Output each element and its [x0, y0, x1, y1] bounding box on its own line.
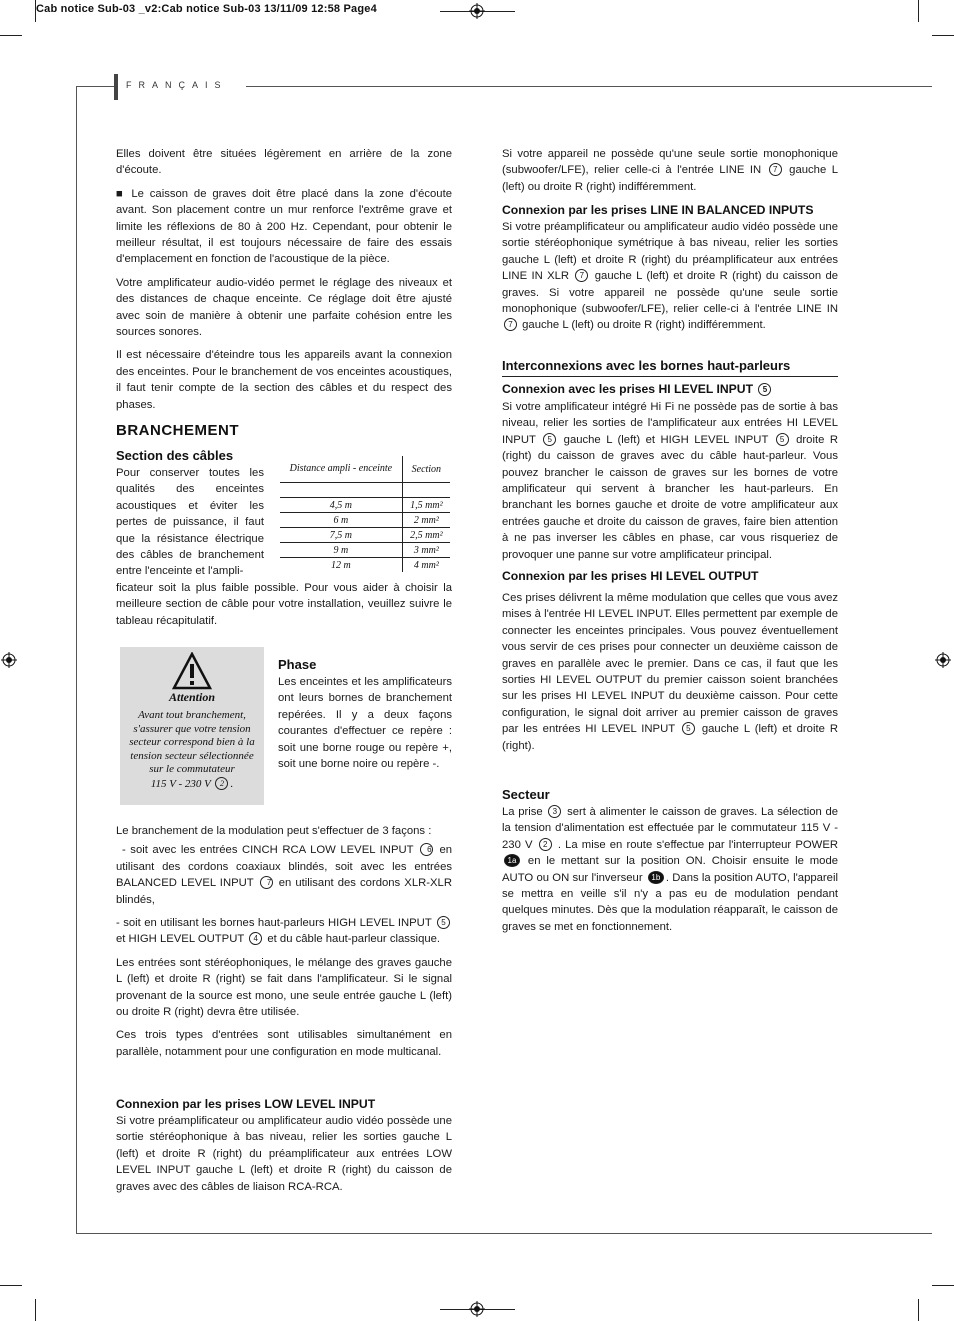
ref-number: 7 — [575, 269, 588, 282]
ref-number: 1b — [648, 871, 664, 884]
ref-number: 5 — [758, 383, 771, 396]
ref-number: 5 — [776, 433, 789, 446]
subsection-heading: Connexion par les prises LINE IN BALANCED INPUTS — [502, 203, 814, 217]
phase-text — [278, 674, 452, 779]
language-label: FRANÇAIS — [126, 80, 228, 90]
cable-text-continued — [116, 580, 452, 636]
hi-output-text — [502, 590, 838, 761]
cable-table — [280, 456, 452, 572]
text-run: La prise — [502, 806, 543, 818]
balanced-text — [502, 219, 838, 341]
ref-number: 6 — [420, 843, 433, 856]
text-run: et HIGH LEVEL OUTPUT — [116, 933, 245, 946]
left-column — [116, 146, 452, 420]
section-heading: Interconnexions avec les bornes haut-parleurs — [502, 358, 791, 373]
attention-title: Attention — [168, 690, 215, 704]
text-run: - soit en utilisant les bornes haut-parleurs HIGH LEVEL INPUT — [116, 917, 432, 930]
crop-mark — [35, 1299, 36, 1321]
subsection-heading: Connexion par les prises LOW LEVEL INPUT — [116, 1097, 376, 1111]
text-run: en le mettant sur la position ON. Choisir ensuite le mode AUTO ou ON sur l'inverseur — [502, 855, 839, 884]
text-run: en utilisant des cordons XLR-XLR blindés, — [116, 877, 453, 906]
paragraph: ■ Le caisson de graves doit être placé dans la zone d'écoute avant. Son placement contre un mur renforce l'extrême grave et limite les réflexions de 80 à 200 Hz. Cependant, pour obtenir le meilleur résultat, il est toujours nécessaire de faire des essais d'emplacement en fonction de l'acoustique de la pièce. — [116, 187, 452, 266]
page-frame-top — [246, 86, 932, 87]
paragraph: Le branchement de la modulation peut s'effectuer de 3 façons : — [116, 825, 432, 837]
text-run: Ces prises délivrent la même modulation que celles que vous avez mises à l'entrée HI LEVEL INPUT. Elles permettent par exemple de connecter les enceintes principales. Vous pouvez éventuellement vous servir de ces prises pour connecter un deuxième caisson de graves en parallèle avec le premier. Dans ce cas, il faut que les sorties HI LEVEL OUTPUT du premier caisson soient branchées sur les prises HI LEVEL INPUT du deuxième caisson. Pour cette configuration, le signal doit arriver au premier caisson de graves par les entrées HI LEVEL INPUT — [502, 592, 838, 736]
table-header: Distance ampli - enceinte — [280, 456, 402, 483]
paragraph: Les entrées sont stéréophoniques, le mélange des graves gauche L (left) et droite R (right) se fait dans l'amplificateur. Si le signal provenant de la source est mono, une seule entrée gauche L (left) ou droite R (right) devra être utilisée. — [116, 956, 452, 1019]
ref-number: 5 — [543, 433, 556, 446]
text-run: - soit avec les entrées CINCH RCA LOW LEVEL INPUT — [122, 844, 414, 857]
table-cell: 9 m — [280, 543, 402, 558]
paragraph: Ces trois types d'entrées sont utilisables simultanément en parallèle, notamment pour une configuration en mode multicanal. — [116, 1029, 452, 1058]
ref-number: 7 — [260, 876, 273, 889]
ref-number: 5 — [437, 916, 450, 929]
text-run: Si votre appareil ne possède qu'une seule sortie monophonique (subwoofer/LFE), relier celle-ci à l'entrée LINE IN — [502, 148, 838, 177]
table-cell: 4 mm² — [413, 559, 439, 571]
table-cell: 12 m — [280, 558, 402, 573]
subsection-heading: Connexion par les prises HI LEVEL OUTPUT — [502, 569, 759, 583]
attention-voltage: 115 V - 230 V — [150, 777, 211, 790]
text-run: . Dans la position AUTO, l'appareil se mettra en veille s'il n'y a pas eu de modulation pendant quelques minutes. Dès que la modulation réapparaît, le caisson de graves se met en fonctionnement. — [502, 871, 838, 933]
crop-mark — [932, 1285, 954, 1286]
text-run: Connexion avec les prises HI LEVEL INPUT — [502, 382, 754, 396]
page-frame-top — [76, 86, 114, 87]
table-cell: 3 mm² — [413, 544, 439, 556]
text-run: gauche L (left) et droite R (right). — [502, 723, 838, 752]
paragraph — [502, 399, 838, 563]
ref-number: 7 — [504, 318, 517, 331]
ref-number: 4 — [249, 932, 262, 945]
text-run: Si votre préamplificateur ou amplificateur audio vidéo possède une sortie stéréophonique symétrique à bas niveau, relier les sorties gauche L (left) et droite R (right) du préamplificateur aux entrées LINE IN XLR — [502, 221, 838, 283]
crop-mark — [918, 1299, 919, 1321]
attention-text: Avant tout branchement, s'assurer que votre tension secteur correspond bien à la tension secteur sélectionnée sur le commutateur 115 V - 230 V 2 . — [129, 709, 255, 790]
text-run: gauche L (left) ou droite R (right) indifféremment. — [502, 164, 838, 193]
table-cell: 2 mm² — [413, 514, 439, 526]
crop-mark — [932, 35, 954, 36]
paragraph — [502, 590, 838, 754]
paragraph — [116, 842, 452, 908]
crop-mark — [0, 1285, 22, 1286]
paragraph: Elles doivent être situées légèrement en arrière de la zone d'écoute. — [116, 148, 452, 177]
table-cell: 7,5 m — [280, 528, 402, 543]
text-run: gauche L (left) ou droite R (right) indifféremment. — [522, 319, 766, 332]
text-run: en utilisant des cordons coaxiaux blindés, soit avec les entrées BALANCED LEVEL INPUT — [116, 844, 453, 890]
subsection-heading: Section des câbles — [116, 448, 234, 463]
crop-mark — [0, 35, 22, 36]
cable-text — [116, 465, 264, 580]
file-header: Cab notice Sub-03 _v2:Cab notice Sub-03 13/11/09 12:58 Page4 — [36, 3, 377, 15]
paragraph: Il est nécessaire d'éteindre tous les appareils avant la connexion des enceintes. Pour le branchement de vos enceintes acoustiques, il faut tenir compte de la section des câbles et du respect des phases. — [116, 349, 452, 411]
ref-number: 2 — [215, 777, 228, 790]
ref-number: 1a — [504, 854, 520, 867]
text-run: Si votre amplificateur intégré Hi Fi ne possède pas de sortie à bas niveau, relier les sorties de l'amplificateur aux entrées HI LEVEL INPUT — [502, 401, 838, 446]
hi-input-text — [502, 399, 838, 570]
page-frame-bottom — [76, 1233, 932, 1234]
table-cell: 4,5 m — [280, 498, 402, 513]
text-run: droite R (right) du caisson de graves avec du câble haut-parleur. Vous pouvez brancher le caisson de graves sur les bornes de votre amplificateur qui servent à brancher les haut-parleurs. En branchant les bornes gauche et droite de votre amplificateur aux entrées gauche et droite du caisson de graves, faire bien attention à ne pas inverser les câbles en phase, car vous risqueriez de provoquer une panne sur votre amplificateur principal. — [502, 433, 839, 561]
paragraph: Les enceintes et les amplificateurs ont leurs bornes de branchement repérées. Il y a deux façons courantes d'effectuer ce repère : soit une borne rouge ou repère +, soit une borne noire ou repère -. — [278, 676, 452, 771]
paragraph: Si votre préamplificateur ou amplificateur audio vidéo possède une sortie stéréophonique à bas niveau, relier les sorties gauche L (left) et droite R (right) du préamplificateur aux entrées LOW LEVEL INPUT gauche L (left) et droite R (right) du caisson de graves avec des câbles de liaison RCA-RCA. — [116, 1115, 452, 1193]
table-cell: 6 m — [280, 513, 402, 528]
attention-body: Avant tout branchement, s'assurer que votre tension secteur correspond bien à la tension secteur sélectionnée sur le commutateur — [129, 709, 255, 775]
attention-box — [120, 647, 264, 805]
language-bar — [114, 74, 118, 100]
modulation-section — [116, 823, 452, 1067]
text-run: sert à alimenter le caisson de graves. La sélection de la tension d'alimentation est effectuée par le commutateur 115 V - 230 V — [502, 806, 839, 851]
ref-number: 2 — [539, 838, 552, 851]
ref-number: 7 — [769, 163, 782, 176]
ref-number: 5 — [682, 722, 695, 735]
paragraph — [502, 219, 838, 334]
registration-mark-icon — [1, 652, 17, 668]
subsection-heading: Secteur — [502, 787, 550, 802]
right-column — [502, 146, 838, 202]
paragraph: Pour conserver toutes les qualités des enceintes acoustiques et éviter les pertes de puissance, il faut que la résistance électrique des câbles de branchement entre l'enceinte et l'ampli- — [116, 467, 264, 578]
paragraph — [502, 146, 838, 195]
secteur-text — [502, 804, 838, 942]
ref-number: 3 — [548, 805, 561, 818]
section-heading: BRANCHEMENT — [116, 422, 239, 439]
registration-mark-icon — [469, 1301, 485, 1317]
subsection-heading: Phase — [278, 657, 317, 672]
registration-mark-icon — [935, 652, 951, 668]
paragraph: ficateur soit la plus faible possible. Pour vous aider à choisir la meilleure section de câble pour votre installation, veuillez suivre le tableau récapitulatif. — [116, 582, 452, 627]
low-level-text — [116, 1113, 452, 1202]
paragraph — [116, 915, 452, 948]
text-run: gauche L (left) et droite R (right) du caisson de graves. Si votre appareil ne possède qu'une seule sortie monophonique (subwoofer/LFE), relier celle-ci à l'entrée LINE IN — [502, 270, 839, 316]
paragraph — [502, 804, 838, 935]
table-header: Section — [411, 463, 442, 475]
page-frame-left — [76, 86, 77, 1233]
table-cell: 2,5 mm² — [410, 529, 443, 541]
crop-mark — [35, 0, 36, 22]
crop-mark — [918, 0, 919, 22]
text-run: gauche L (left) et HIGH LEVEL INPUT — [563, 433, 769, 446]
heading-rule — [502, 376, 838, 377]
text-run: et du câble haut-parleur classique. — [267, 933, 441, 946]
paragraph: Votre amplificateur audio-vidéo permet le réglage des niveaux et des distances de chaque enceinte. Ce réglage doit être ajusté avec soin de manière à obtenir une parfaite cohésion entre les sources sonores. — [116, 276, 452, 339]
table-cell: 1,5 mm² — [410, 499, 443, 511]
subsection-heading — [502, 382, 773, 396]
warning-icon — [172, 652, 212, 690]
text-run: . La mise en route s'effectue par l'interrupteur POWER — [557, 838, 839, 851]
registration-mark-icon — [469, 3, 485, 19]
